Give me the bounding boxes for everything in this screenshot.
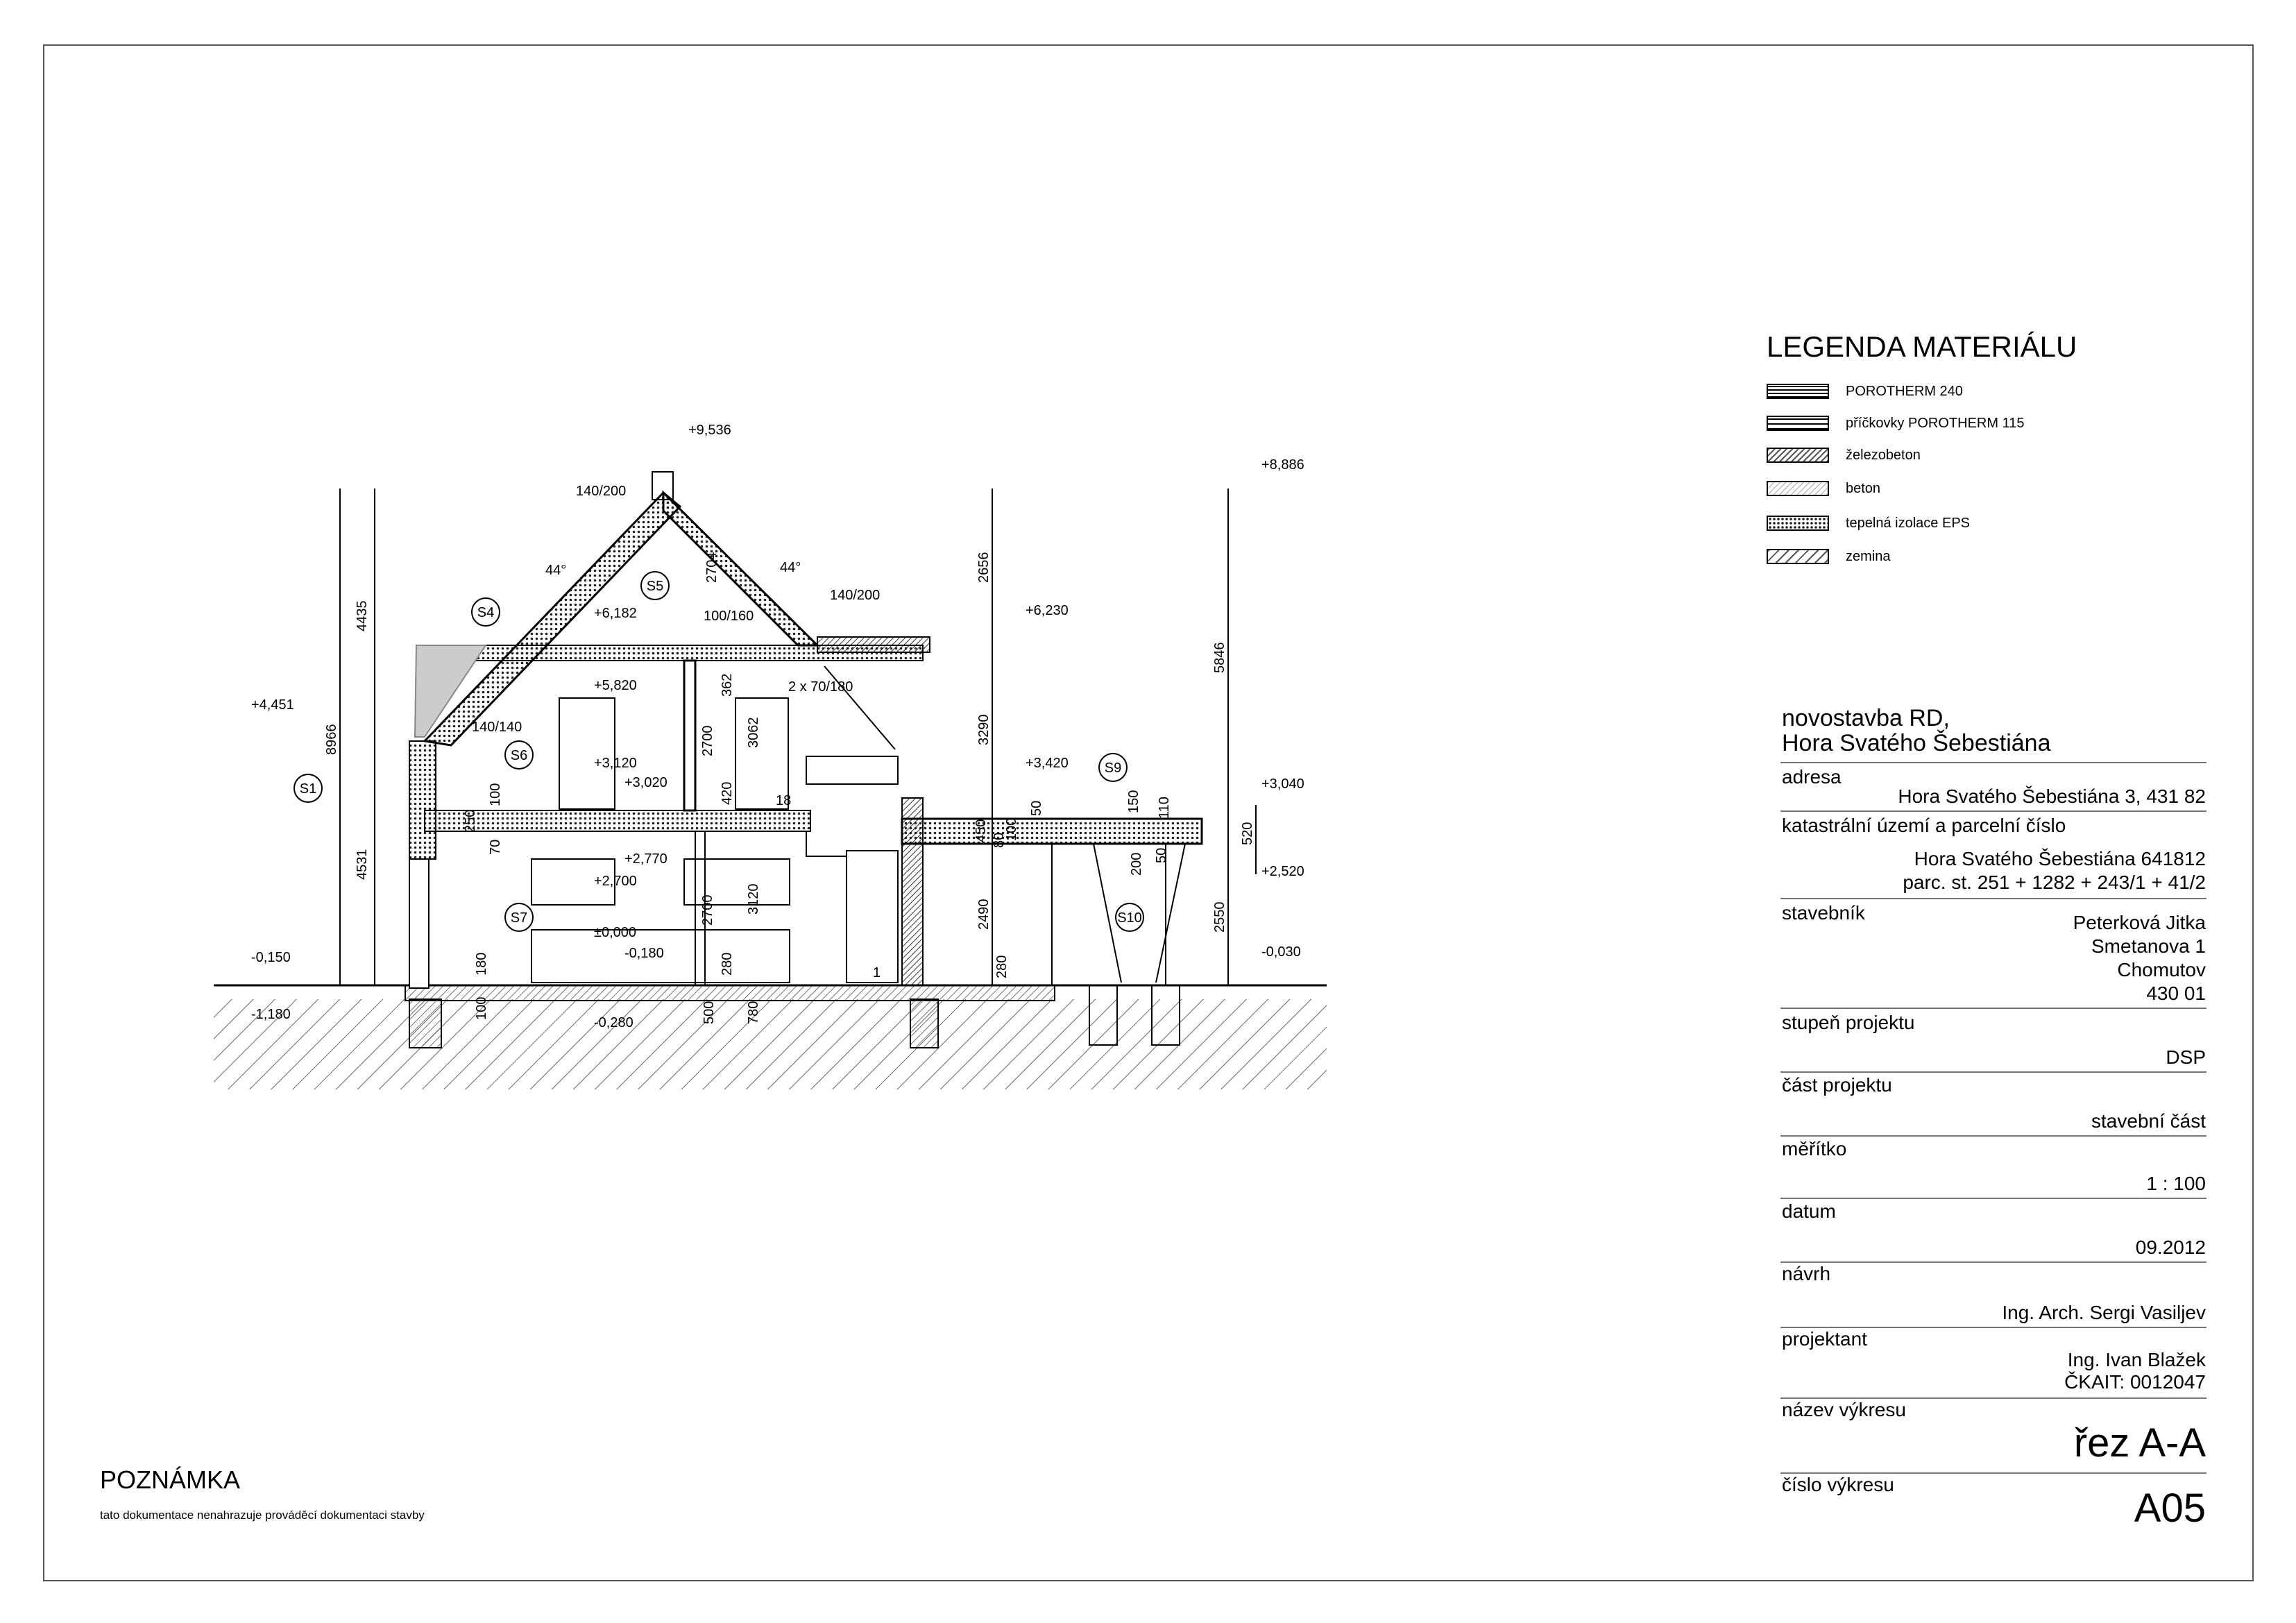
dim-100-a: 100	[488, 783, 503, 806]
ground-slab	[405, 985, 1055, 1001]
tag-s7: S7	[510, 910, 528, 926]
window-attic-1	[559, 698, 615, 809]
label-beam-2x70: 2 x 70/180	[788, 679, 853, 695]
dim-70: 70	[488, 839, 503, 855]
dim-50-a: 50	[1029, 800, 1044, 816]
note-text: tato dokumentace nenahrazuje prováděcí dokumentaci stavby	[100, 1509, 425, 1522]
dim-2704: 2704	[704, 552, 720, 583]
drawing-no-value: A05	[2134, 1486, 2206, 1531]
dim-780: 780	[746, 1001, 761, 1024]
dim-250: 250	[463, 809, 478, 833]
dim-4435: 4435	[355, 600, 370, 631]
wall-left-upper	[409, 741, 436, 859]
tag-s5: S5	[646, 579, 664, 594]
engineer-name: Ing. Ivan Blažek	[2067, 1349, 2206, 1370]
design-value: Ing. Arch. Sergi Vasiljev	[2002, 1302, 2206, 1323]
ceiling-first-floor	[425, 810, 810, 831]
legend-label: beton	[1846, 480, 1881, 496]
tag-s6: S6	[510, 748, 528, 763]
level-9536: +9,536	[688, 423, 731, 438]
divider	[1780, 1071, 2206, 1073]
stage-label: stupeň projektu	[1782, 1012, 1915, 1033]
label-beam-100-160: 100/160	[704, 609, 754, 624]
hatch-light-icon	[1767, 481, 1829, 496]
engineer-id: ČKAIT: 0012047	[2064, 1371, 2206, 1393]
label-1: 1	[873, 965, 881, 980]
divider	[1780, 762, 2206, 763]
level-4451: +4,451	[251, 697, 294, 713]
dim-110: 110	[1157, 797, 1172, 819]
dim-180: 180	[474, 952, 489, 976]
date-value: 09.2012	[2135, 1237, 2206, 1258]
wall-left-lower	[409, 859, 429, 988]
tag-s4: S4	[477, 605, 495, 620]
dim-200: 200	[1129, 852, 1144, 876]
stair-guide	[824, 666, 895, 749]
hatch-double-icon	[1767, 416, 1829, 431]
legend-item	[1767, 409, 2024, 437]
project-name-line2: Hora Svatého Šebestiána	[1782, 730, 2051, 756]
address-label: adresa	[1782, 766, 1842, 788]
label-angle-left: 44°	[545, 563, 567, 578]
dim-4531: 4531	[355, 849, 370, 880]
scale-label: měřítko	[1782, 1138, 1847, 1159]
staircase	[806, 756, 898, 983]
dots-icon	[1767, 516, 1829, 531]
parcels-value: parc. st. 251 + 1282 + 243/1 + 41/2	[1903, 872, 2206, 893]
roof-left	[425, 493, 680, 745]
builder-zip: 430 01	[2146, 983, 2206, 1004]
level-3120: +3,120	[594, 756, 637, 771]
level-2520: +2,520	[1261, 864, 1304, 879]
dim-2700-ground: 2700	[700, 894, 715, 926]
legend-label: železobeton	[1846, 447, 1921, 463]
tag-s9: S9	[1104, 760, 1122, 776]
builder-label: stavebník	[1782, 902, 1865, 924]
level-3420: +3,420	[1026, 756, 1069, 771]
dim-80: 80	[992, 832, 1007, 848]
divider	[1780, 1135, 2206, 1137]
divider	[1780, 898, 2206, 899]
legend-label: tepelná izolace EPS	[1846, 515, 1971, 531]
window-attic-2	[735, 698, 788, 809]
foundation-left	[409, 999, 441, 1048]
drawing-name-label: název výkresu	[1782, 1399, 1906, 1420]
level-m1180: -1,180	[251, 1007, 291, 1022]
foundation-right	[910, 999, 938, 1048]
legend-item	[1767, 475, 1880, 502]
level-6230: +6,230	[1026, 603, 1069, 618]
level-5820: +5,820	[594, 678, 637, 693]
builder-street: Smetanova 1	[2091, 935, 2206, 957]
dim-2700-attic: 2700	[700, 725, 715, 756]
dim-280-b: 280	[994, 955, 1010, 978]
level-6182: +6,182	[594, 606, 637, 621]
divider	[1780, 810, 2206, 812]
dim-2550: 2550	[1212, 901, 1227, 933]
legend-item	[1767, 543, 1890, 570]
label-beam-140-140: 140/140	[472, 720, 522, 735]
drawing-name-value: řez A-A	[2073, 1420, 2206, 1465]
tag-s10: S10	[1117, 910, 1142, 926]
level-2770: +2,770	[624, 851, 667, 867]
level-0000: ±0,000	[594, 925, 637, 940]
level-m0030: -0,030	[1261, 944, 1301, 960]
dim-280-a: 280	[720, 952, 735, 976]
scale-value: 1 : 100	[2146, 1173, 2206, 1194]
dim-150: 150	[1126, 790, 1141, 813]
level-2700: +2,700	[594, 874, 637, 889]
dim-500: 500	[701, 1001, 717, 1024]
legend-item	[1767, 441, 1921, 469]
partition-attic	[684, 661, 695, 810]
engineer-label: projektant	[1782, 1328, 1867, 1350]
cadastre-label: katastrální území a parcelní číslo	[1782, 815, 2066, 836]
dim-8966: 8966	[324, 724, 339, 755]
dim-2656: 2656	[976, 552, 992, 583]
dim-420: 420	[720, 781, 735, 805]
dim-520: 520	[1240, 822, 1255, 845]
label-angle-right: 44°	[780, 560, 801, 575]
level-3040: +3,040	[1261, 776, 1304, 792]
project-name: novostavba RD,	[1782, 705, 1950, 731]
legend-item	[1767, 509, 1970, 537]
roof-flat	[817, 637, 930, 652]
terrace-slab	[902, 819, 1202, 844]
divider	[1780, 1198, 2206, 1199]
level-3020: +3,020	[624, 775, 667, 790]
dim-3062: 3062	[746, 717, 761, 748]
dim-3290: 3290	[976, 714, 992, 745]
legend-title: LEGENDA MATERIÁLU	[1767, 330, 2077, 363]
dim-100-c: 100	[1004, 817, 1019, 841]
legend-label: POROTHERM 240	[1846, 383, 1963, 399]
divider	[1780, 1261, 2206, 1263]
dim-2490: 2490	[976, 899, 992, 930]
note-title: POZNÁMKA	[100, 1465, 241, 1494]
hatch-diag-icon	[1767, 448, 1829, 463]
dim-450: 450	[973, 819, 989, 842]
stage-value: DSP	[2166, 1046, 2206, 1068]
legend-label: příčkovky POROTHERM 115	[1846, 415, 2025, 431]
legend-label: zemina	[1846, 548, 1891, 564]
dim-100-b: 100	[474, 996, 489, 1020]
level-m0280: -0,280	[594, 1015, 633, 1030]
design-label: návrh	[1782, 1263, 1831, 1284]
dim-50-b: 50	[1154, 847, 1169, 863]
date-label: datum	[1782, 1200, 1836, 1222]
dim-3120: 3120	[746, 883, 761, 915]
cadastre-value: Hora Svatého Šebestiána 641812	[1914, 848, 2206, 869]
hatch-dense-icon	[1767, 384, 1829, 399]
legend-item	[1767, 377, 1963, 405]
address-value: Hora Svatého Šebestiána 3, 431 82	[1898, 785, 2206, 807]
level-m0180: -0,180	[624, 946, 664, 961]
label-rafter-right: 140/200	[830, 588, 881, 603]
dim-362: 362	[720, 673, 735, 697]
dim-5846: 5846	[1212, 642, 1227, 673]
part-label: část projektu	[1782, 1074, 1892, 1096]
tag-s1: S1	[299, 781, 317, 797]
builder-name: Peterková Jitka	[2073, 912, 2206, 933]
label-18: 18	[776, 793, 792, 808]
part-value: stavební část	[2091, 1110, 2206, 1132]
label-rafter-top: 140/200	[576, 484, 627, 499]
divider	[1780, 1008, 2206, 1009]
level-m0150: -0,150	[251, 950, 291, 965]
builder-city: Chomutov	[2117, 959, 2206, 980]
hatch-soil-icon	[1767, 549, 1829, 564]
drawing-no-label: číslo výkresu	[1782, 1474, 1894, 1495]
level-8886: +8,886	[1261, 457, 1304, 473]
